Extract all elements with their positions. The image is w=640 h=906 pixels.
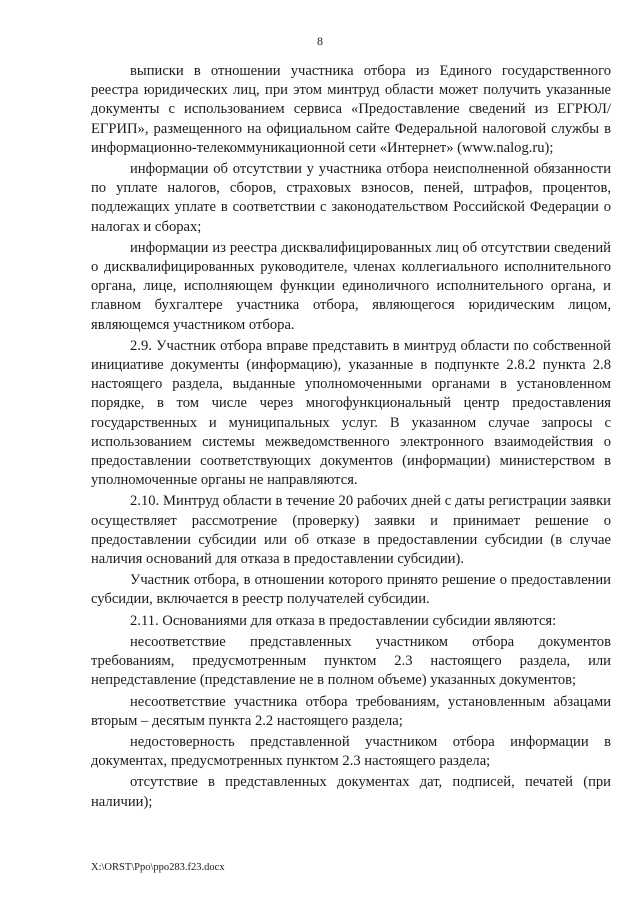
- paragraph: 2.11. Основаниями для отказа в предоставлении субсидии являются:: [130, 612, 557, 629]
- paragraph: несоответствие участника отбора требованиям, установленным абзацами вторым – десятым пункта 2.2 настоящего раздела;: [91, 693, 611, 729]
- paragraph: недостоверность представленной участником отбора информации в документах, предусмотренных пунктом 2.3 настоящего раздела;: [91, 733, 611, 770]
- page-number: 8: [317, 34, 323, 48]
- paragraph: отсутствие в представленных документах дат, подписей, печатей (при наличии);: [91, 774, 611, 810]
- paragraph: 2.9. Участник отбора вправе представить в минтруд области по собственной инициативе документы (информацию), указанные в подпункте 2.8.2 пункта 2.8 настоящего раздела, выданные уполномоченными органами в установленном порядке, в том числе через многофункциональный центр предоставления государственных и муниципальных услуг. В указанном случае запросы с использованием системы межведомственного электронного взаимодействия о предоставлении соответствующих документов (информации) министерством в уполномоченные органы не направляются.: [91, 337, 611, 489]
- paragraph: информации об отсутствии у участника отбора неисполненной обязанности по уплате налогов, сборов, страховых взносов, пеней, штрафов, процентов, подлежащих уплате в соответствии с законодательством Российской Федерации о налогах и сборах;: [91, 161, 611, 235]
- paragraph: несоответствие представленных участником отбора документов требованиям, предусмотренным пунктом 2.3 настоящего раздела, или непредставление (представление не в полном объеме) указанных документов;: [91, 633, 611, 689]
- document-body: [91, 62, 611, 814]
- footer-file-path: X:\ORST\Ppo\ppo283.f23.docx: [91, 862, 225, 873]
- paragraph: выписки в отношении участника отбора из Единого государственного реестра юридических лиц, при этом минтруд области может получить указанные документы с использованием сервиса «Предоставление сведений из ЕГРЮЛ/ЕГРИП», размещенного на официальном сайте Федеральной налоговой службы в информационно-телекоммуникационной сети «Интернет» (www.nalog.ru);: [91, 63, 611, 156]
- paragraph: информации из реестра дисквалифицированных лиц об отсутствии сведений о дисквалифицированных руководителе, членах коллегиального исполнительного органа, лице, исполняющем функции единоличного исполнительного органа, и главном бухгалтере участника отбора, являющегося юридическим лицом, являющемся участником отбора.: [91, 239, 611, 333]
- paragraph: 2.10. Минтруд области в течение 20 рабочих дней с даты регистрации заявки осуществляет рассмотрение (проверку) заявки и принимает решение о предоставлении субсидии или об отказе в предоставлении субсидии (в случае наличия оснований для отказа в предоставлении субсидии).: [91, 493, 611, 568]
- paragraph: Участник отбора, в отношении которого принято решение о предоставлении субсидии, включается в реестр получателей субсидии.: [91, 572, 611, 608]
